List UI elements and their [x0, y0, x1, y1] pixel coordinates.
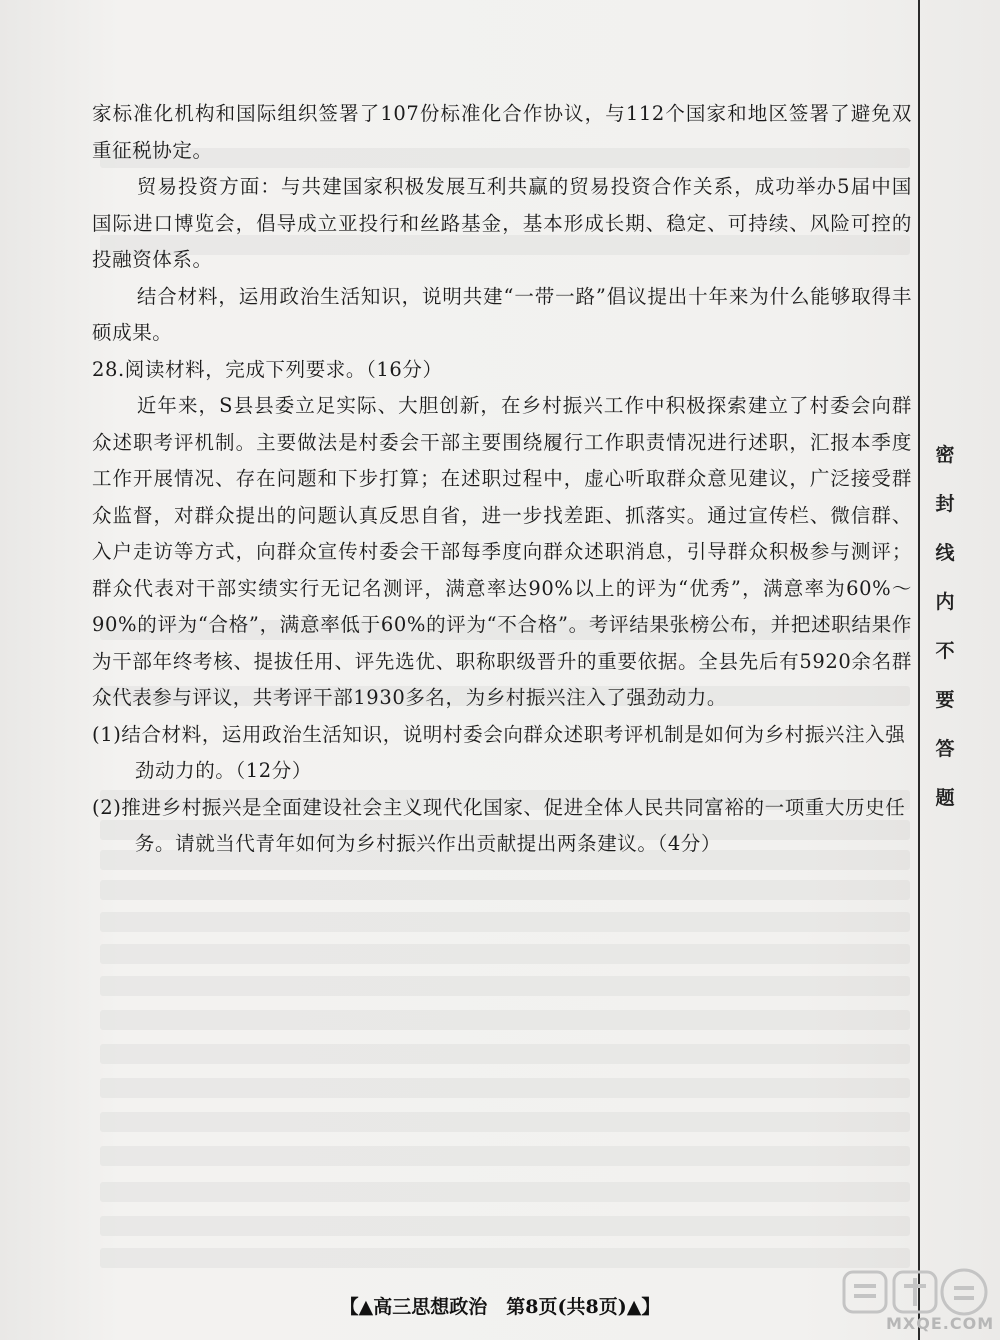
bleed-through-line: [100, 1044, 910, 1064]
binding-char: 密: [935, 444, 955, 466]
bleed-through-line: [100, 1216, 910, 1236]
bleed-through-line: [100, 880, 910, 900]
question-28-sub2: (2)推进乡村振兴是全面建设社会主义现代化国家、促进全体人民共同富裕的一项重大历史任务。请就当代青年如何为乡村振兴作出贡献提出两条建议。（4分）: [92, 795, 906, 855]
binding-notice: [930, 440, 960, 810]
binding-char: 答: [935, 738, 955, 760]
bleed-through-line: [100, 976, 910, 996]
binding-char: 要: [935, 689, 955, 711]
binding-char: 封: [935, 493, 955, 515]
binding-char: 题: [935, 787, 955, 809]
question-28-material: 近年来，S县县委立足实际、大胆创新，在乡村振兴工作中积极探索建立了村委会向群众述职考评机制。主要做法是村委会干部主要围绕履行工作职责情况进行述职，汇报本季度工作开展情况、存在问题和下步打算；在述职过程中，虚心听取群众意见建议，广泛接受群众监督，对群众提出的问题认真反思自省，进一步找差距、抓落实。通过宣传栏、微信群、入户走访等方式，向群众宣传村委会干部每季度向群众述职消息，引导群众积极参与测评；群众代表对干部实绩实行无记名测评，满意率达90%以上的评为“优秀”，满意率为60%～90%的评为“合格”，满意率低于60%的评为“不合格”。考评结果张榜公布，并把述职结果作为干部年终考核、提拔任用、评先选优、职称职级晋升的重要依据。全县先后有5920余名群众代表参与评议，共考评干部1930多名，为乡村振兴注入了强劲动力。: [92, 394, 912, 709]
bleed-through-line: [100, 1146, 910, 1166]
binding-char: 不: [935, 640, 955, 662]
bleed-through-line: [100, 1248, 910, 1268]
question-27-prompt: 结合材料，运用政治生活知识，说明共建“一带一路”倡议提出十年来为什么能够取得丰硕成果。: [92, 284, 912, 344]
bleed-through-line: [100, 1182, 910, 1202]
bleed-through-line: [100, 912, 910, 932]
bleed-through-line: [100, 1112, 910, 1132]
binding-line: [918, 0, 920, 1340]
binding-char: 线: [935, 542, 955, 564]
bleed-through-line: [100, 944, 910, 964]
paragraph-continued: 家标准化机构和国际组织签署了107份标准化合作协议，与112个国家和地区签署了避免双重征税协定。: [92, 102, 912, 162]
main-content: [92, 96, 912, 863]
question-28-title: 28.阅读材料，完成下列要求。（16分）: [92, 357, 443, 381]
watermark-site-text: MXQE.COM: [886, 1314, 995, 1333]
page-footer: 【▲高三思想政治 第8页(共8页)▲】: [339, 1296, 661, 1318]
question-28-sub1: (1)结合材料，运用政治生活知识，说明村委会向群众述职考评机制是如何为乡村振兴注入强劲动力的。（12分）: [92, 722, 906, 782]
bleed-through-line: [100, 1078, 910, 1098]
binding-char: 内: [935, 591, 955, 613]
paragraph-trade-investment: 贸易投资方面：与共建国家积极发展互利共赢的贸易投资合作关系，成功举办5届中国国际进口博览会，倡导成立亚投行和丝路基金，基本形成长期、稳定、可持续、风险可控的投融资体系。: [92, 175, 912, 271]
bleed-through-line: [100, 1010, 910, 1030]
